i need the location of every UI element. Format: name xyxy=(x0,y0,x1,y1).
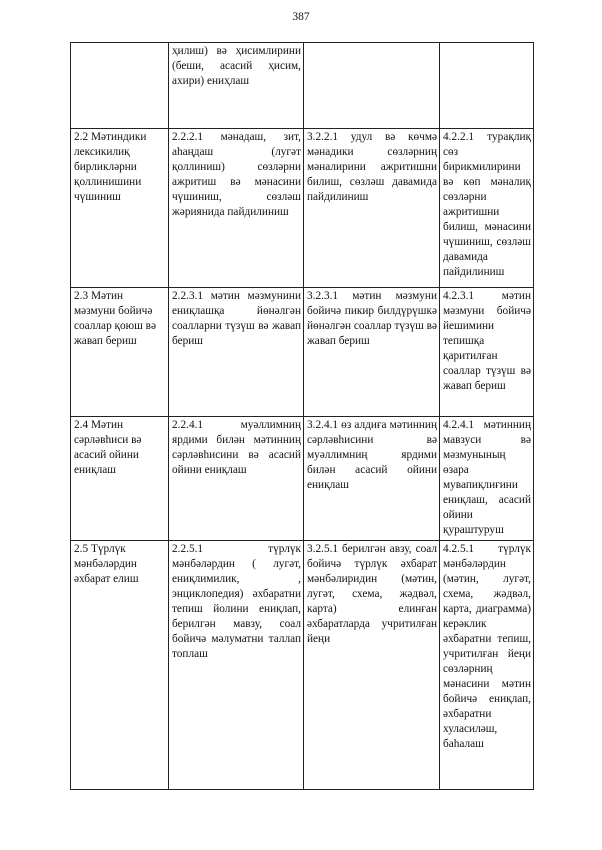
table-cell-section: 2.2 Мәтиндики лексикилиқ бирликләрни қоллинишини чүшиниш xyxy=(71,129,169,288)
page-number: 387 xyxy=(292,11,310,23)
table-cell-grade4 xyxy=(440,43,534,129)
table-row xyxy=(71,417,534,541)
table-cell-grade3: 3.2.3.1 мәтин мәзмуни бойичә пикир билдүрүшкә йөнәлгән соаллар түзүш вә жавап бериш xyxy=(304,288,440,417)
table-cell-grade2: 2.2.2.1 мәнадаш, зит, аһаңдаш (лугәт қоллиниш) сөзләрни ажритиш вә мәнасини чүшиниш, сөзләш жәриянида пайдилиниш xyxy=(169,129,304,288)
table-cell-grade3: 3.2.4.1 өз алдиға мәтинниң сәрләвһисини вә муәллимниң ярдими билән асасий ойини ениқлаш xyxy=(304,417,440,541)
table-cell-grade3: 3.2.2.1 удул вә көчмә мәнадики сөзләрниң мәналирини ажритишни билиш, сөзләш давамида пайдилиниш xyxy=(304,129,440,288)
table-cell-section: 2.3 Мәтин мәзмуни бойичә соаллар қоюш вә жавап бериш xyxy=(71,288,169,417)
table-row xyxy=(71,288,534,417)
table-row xyxy=(71,129,534,288)
table-cell-grade2: 2.2.3.1 мәтин мәзмунини ениқлашқа йөнәлгән соалларни түзүш вә жавап бериш xyxy=(169,288,304,417)
table-cell-grade2: 2.2.5.1 түрлүк мәнбәләрдин ( лугәт, ениқлимилик, , энциклопедия) әхбаратни тепиш йолини ениқлап, берилгән мавзу, соал бойичә мәлуматни таллап топлаш xyxy=(169,541,304,790)
table-row xyxy=(71,43,534,129)
table-cell-section: 2.4 Мәтин сәрләвһиси вә асасий ойини ениқлаш xyxy=(71,417,169,541)
table-cell-grade4: 4.2.2.1 турақлиқ сөз бирикмилирини вә көп мәналиқ сөзләрни ажритишни билиш, мәнасини чүшиниш, сөзләш давамида пайдилиниш xyxy=(440,129,534,288)
table-cell-grade4: 4.2.4.1 мәтинниң мавзуси вә мәзмунының өзара мувапиқлиғини ениқлаш, асасий ойини қураштуруш xyxy=(440,417,534,541)
table-cell-grade3: 3.2.5.1 берилгән авзу, соал бойичә түрлүк әхбарат мәнбәлиридин (мәтин, лугәт, схема, жәдвәл, карта) елинған әхбаратларда учритилған йеңи xyxy=(304,541,440,790)
table-cell-grade3 xyxy=(304,43,440,129)
table-cell-section xyxy=(71,43,169,129)
table-cell-grade4: 4.2.3.1 мәтин мәзмуни бойичә йешимини тепишқа қаритилған соаллар түзүш вә жавап бериш xyxy=(440,288,534,417)
table-cell-section: 2.5 Түрлүк мәнбәләрдин әхбарат елиш xyxy=(71,541,169,790)
table-cell-grade4: 4.2.5.1 түрлүк мәнбәләрдин (мәтин, лугәт, схема, жәдвәл, карта, диаграмма) керәклик әхбаратни тепиш, учритилған йеңи сөзләрниң мәнасини мәтин бойичә ениқлап, әхбаратни хуласиләш, баһалаш xyxy=(440,541,534,790)
table-cell-grade2: ҳилиш) вә ҳисимлирини (беши, асасий ҳисим, ахири) ениҳлаш xyxy=(169,43,304,129)
table-row xyxy=(71,541,534,790)
table-cell-grade2: 2.2.4.1 муәллимниң ярдими билән мәтинниң сәрләвһисини вә асасий ойини ениқлаш xyxy=(169,417,304,541)
curriculum-table xyxy=(70,42,534,790)
